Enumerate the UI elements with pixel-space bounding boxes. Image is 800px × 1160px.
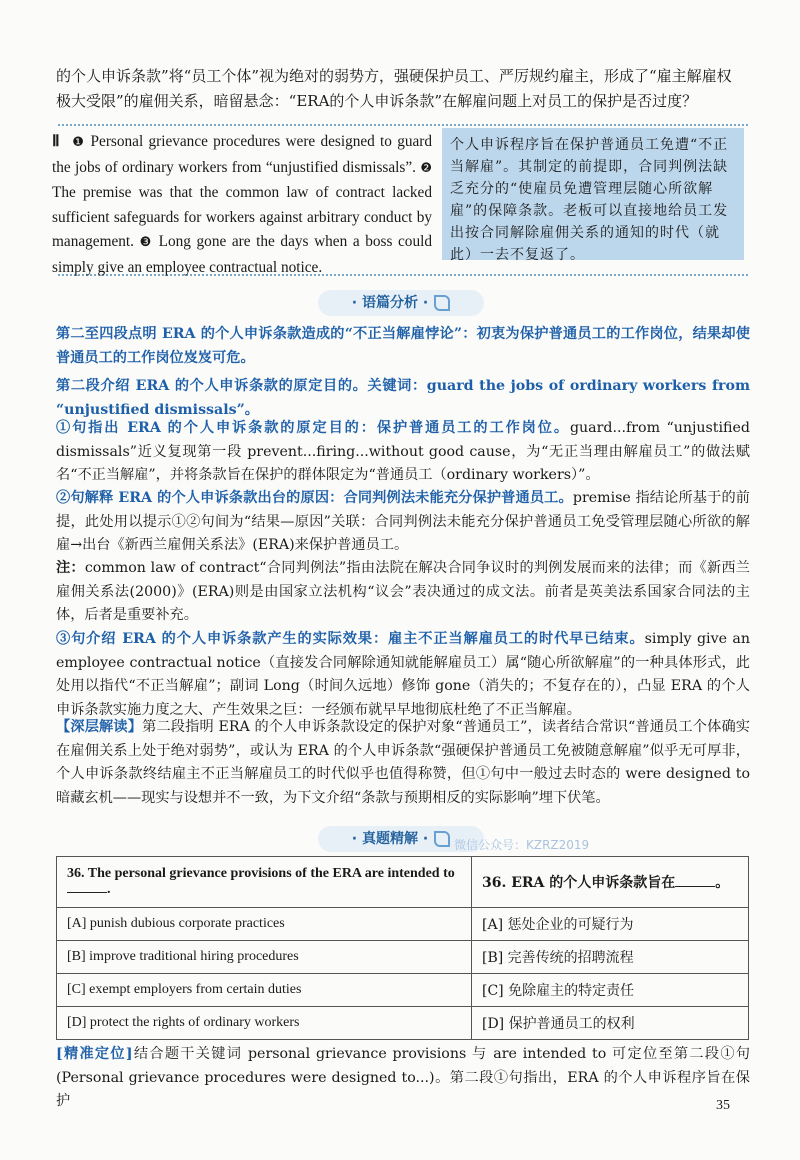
- sentence-3-marker: ❸: [139, 235, 154, 251]
- sentence-2: The premise was that the common law of contract lacked sufficient safeguards for workers against arbitrary conduct by management.: [52, 184, 432, 251]
- analysis-sentence-3: [56, 628, 750, 722]
- option-row: [57, 908, 749, 941]
- banner-label: · 语篇分析 ·: [351, 295, 429, 311]
- analysis-body: guard...from “unjustified dismissals”近义复现第一段 prevent...firing...without good cause，为“无正当理由解雇员工”的做法赋名“不正当解雇”，并将条款旨在保护的群体限定为“普通员工（ordinary workers）”。: [56, 420, 750, 483]
- question-stem-en: [57, 857, 472, 908]
- option-b-cn: [B] 完善传统的招聘流程: [472, 941, 749, 974]
- sentence-1: Personal grievance procedures were designed to guard the jobs of ordinary workers from “unjustified dismissals”.: [52, 133, 433, 176]
- option-c-en: [C] exempt employers from certain duties: [57, 974, 472, 1007]
- analysis-body: simply give an employee contractual notice（直接发合同解除通知就能解雇员工）属“随心所欲解雇”的一种具体形式，此处用以指代“不正当解雇”；副词 Long（时间久远地）修饰 gone（消失的；不复存在的），凸显 ERA 的个人申诉条款实施力度之大、产生效果之巨：一经颁布就早早地彻底杜绝了不正当解雇。: [56, 631, 750, 718]
- stem-en-text: 36. The personal grievance provisions of the ERA are intended to: [67, 866, 455, 881]
- pen-icon: [434, 295, 450, 311]
- passage-translation: 个人申诉程序旨在保护普通员工免遭“不正当解雇”。其制定的前提即，合同判例法缺乏充分的“使雇员免遭管理层随心所欲解雇”的保障条款。老板可以直接地给员工发出按合同解除雇佣关系的通知的时代（就此）一去不复返了。: [442, 128, 744, 260]
- pen-icon: [434, 831, 450, 847]
- analysis-body: premise 指结论所基于的前提，此处用以提示①②句间为“结果—原因”关联：合同判例法未能充分保护普通员工免受管理层随心所欲的解雇→出台《新西兰雇佣关系法》(ERA)来保护普通员工。: [56, 490, 750, 553]
- note-label: 注：: [56, 560, 85, 576]
- option-row: [57, 974, 749, 1007]
- sentence-1-marker: ❶: [72, 135, 86, 150]
- page-number: 35: [716, 1098, 730, 1113]
- intro-paragraph: 的个人申诉条款”将“员工个体”视为绝对的弱势方，强硬保护员工、严厉规约雇主，形成了“雇主解雇权极大受限”的雇佣关系，暗留悬念：“ERA的个人申诉条款”在解雇问题上对员工的保护是否过度？: [56, 67, 732, 110]
- stem-cn-end: 。: [715, 875, 730, 891]
- option-b-en: [B] improve traditional hiring procedures: [57, 941, 472, 974]
- deep-reading: [56, 716, 750, 810]
- answer-blank: [67, 892, 107, 893]
- option-d-en: [D] protect the rights of ordinary workers: [57, 1007, 472, 1040]
- sentence-3: Long gone are the days when a boss could simply give an employee contractual notice.: [52, 233, 432, 276]
- passage-english: [52, 130, 432, 281]
- question-stem-cn: [472, 857, 749, 908]
- locate-label: [精准定位]: [56, 1046, 133, 1062]
- sentence-2-marker: ❷: [420, 160, 432, 176]
- watermark: 微信公众号：KZRZ2019: [454, 838, 590, 852]
- analysis-lead: ②句解释 ERA 的个人申诉条款出台的原因：合同判例法未能充分保护普通员工。: [56, 490, 573, 506]
- analysis-sentence-1: [56, 417, 750, 488]
- analysis-lead: ①句指出 ERA 的个人申诉条款的原定目的：保护普通员工的工作岗位。: [56, 420, 570, 436]
- section-banner-analysis: [318, 290, 484, 316]
- stem-en-end: .: [107, 882, 111, 897]
- paragraph-number: Ⅱ: [52, 133, 61, 150]
- locate-paragraph: [56, 1043, 750, 1114]
- analysis-note: [56, 557, 750, 628]
- question-stem-row: [57, 857, 749, 908]
- analysis-summary: 第二至四段点明 ERA 的个人申诉条款造成的“不正当解雇悖论”：初衷为保护普通员工的工作岗位，结果却使普通员工的工作岗位岌岌可危。: [56, 326, 750, 366]
- option-row: [57, 941, 749, 974]
- stem-cn-text: 36. ERA 的个人申诉条款旨在: [482, 875, 676, 891]
- option-c-cn: [C] 免除雇主的特定责任: [472, 974, 749, 1007]
- option-row: [57, 1007, 749, 1040]
- analysis-sentence-2: [56, 487, 750, 558]
- deep-reading-body: 第二段指明 ERA 的个人申诉条款设定的保护对象“普通员工”，读者结合常识“普通员工个体确实在雇佣关系上处于绝对弱势”，或认为 ERA 的个人申诉条款“强硬保护普通员工免被随意解雇”似乎无可厚非，个人申诉条款终结雇主不正当解雇员工的时代似乎也值得称赞，但①句中一般过去时态的 were designed to 暗藏玄机——现实与设想并不一致，为下文介绍“条款与预期相反的实际影响”埋下伏笔。: [56, 719, 750, 806]
- option-d-cn: [D] 保护普通员工的权利: [472, 1007, 749, 1040]
- answer-blank: [675, 886, 715, 887]
- note-body: common law of contract“合同判例法”指由法院在解决合同争议时的判例发展而来的法律；而《新西兰雇佣关系法(2000)》(ERA)则是由国家立法机构“议会”表决通过的成文法。前者是英美法系国家合同法的主体，后者是重要补充。: [56, 560, 750, 623]
- deep-reading-label: 【深层解读】: [56, 719, 143, 735]
- option-a-cn: [A] 惩处企业的可疑行为: [472, 908, 749, 941]
- analysis-paragraph-intro: 第二段介绍 ERA 的个人申诉条款的原定目的。关键词：guard the jobs of ordinary workers from “unjustified dismissals”。: [56, 378, 750, 418]
- locate-body: 结合题干关键词 personal grievance provisions 与 are intended to 可定位至第二段①句(Personal grievance procedures were designed to...)。第二段①句指出，ERA 的个人申诉程序旨在保护: [56, 1046, 750, 1109]
- question-table: [56, 856, 749, 1040]
- analysis-lead: ③句介绍 ERA 的个人申诉条款产生的实际效果：雇主不正当解雇员工的时代早已结束。: [56, 631, 645, 647]
- banner-label: · 真题精解 ·: [351, 831, 429, 847]
- option-a-en: [A] punish dubious corporate practices: [57, 908, 472, 941]
